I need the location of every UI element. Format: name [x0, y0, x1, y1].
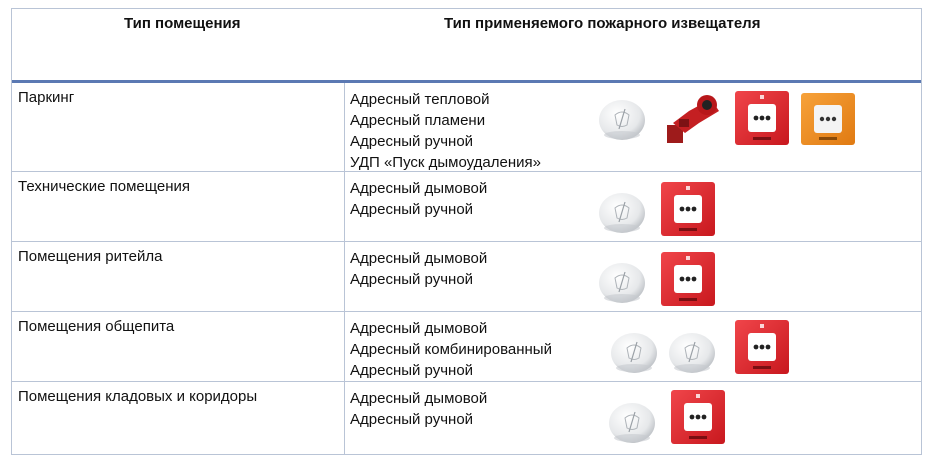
smoke-detector-icon: [609, 328, 659, 374]
detector-types-cell: [350, 248, 487, 290]
smoke-detector-icon: [607, 398, 657, 444]
red-manual-call-point-icon: [669, 388, 727, 446]
orange-smoke-exhaust-button-icon: [799, 91, 857, 147]
detector-type: Адресный тепловой: [350, 91, 490, 108]
table-row: [12, 242, 921, 312]
detector-type: Адресный дымовой: [350, 390, 488, 407]
table-header: [12, 9, 921, 81]
room-type-cell: Паркинг: [18, 89, 75, 106]
red-manual-call-point-icon: [733, 318, 791, 376]
table-row: [12, 382, 921, 454]
room-type-cell: Помещения кладовых и коридоры: [18, 388, 258, 405]
smoke-detector-icon: [597, 258, 647, 304]
detector-types-cell: [350, 178, 487, 220]
detector-table: [11, 8, 922, 455]
table-row: [12, 83, 921, 172]
detector-type: Адресный ручной: [350, 362, 474, 379]
detector-types-cell: [350, 89, 541, 173]
detector-type: Адресный ручной: [350, 271, 474, 288]
detector-type: Адресный дымовой: [350, 250, 488, 267]
detector-type: Адресный пламени: [350, 112, 486, 129]
room-type-cell: Помещения общепита: [18, 318, 175, 335]
header-room-type: Тип помещения: [124, 15, 241, 32]
table-row: [12, 312, 921, 382]
detector-types-cell: [350, 388, 487, 430]
detector-types-cell: [350, 318, 552, 381]
red-manual-call-point-icon: [659, 180, 717, 238]
table-row: [12, 172, 921, 242]
combined-detector-icon: [667, 328, 717, 374]
heat-detector-icon: [597, 95, 647, 141]
flame-detector-icon: [659, 89, 723, 149]
detector-type: Адресный ручной: [350, 201, 474, 218]
detector-type: Адресный дымовой: [350, 180, 488, 197]
detector-type: Адресный ручной: [350, 133, 474, 150]
header-detector-type: Тип применяемого пожарного извещателя: [444, 15, 761, 32]
room-type-cell: Технические помещения: [18, 178, 191, 195]
detector-type: Адресный ручной: [350, 411, 474, 428]
red-manual-call-point-icon: [659, 250, 717, 308]
smoke-detector-icon: [597, 188, 647, 234]
room-type-cell: Помещения ритейла: [18, 248, 163, 265]
detector-type: Адресный дымовой: [350, 320, 488, 337]
red-manual-call-point-icon: [733, 89, 791, 147]
detector-type: УДП «Пуск дымоудаления»: [350, 154, 541, 171]
detector-type: Адресный комбинированный: [350, 341, 552, 358]
